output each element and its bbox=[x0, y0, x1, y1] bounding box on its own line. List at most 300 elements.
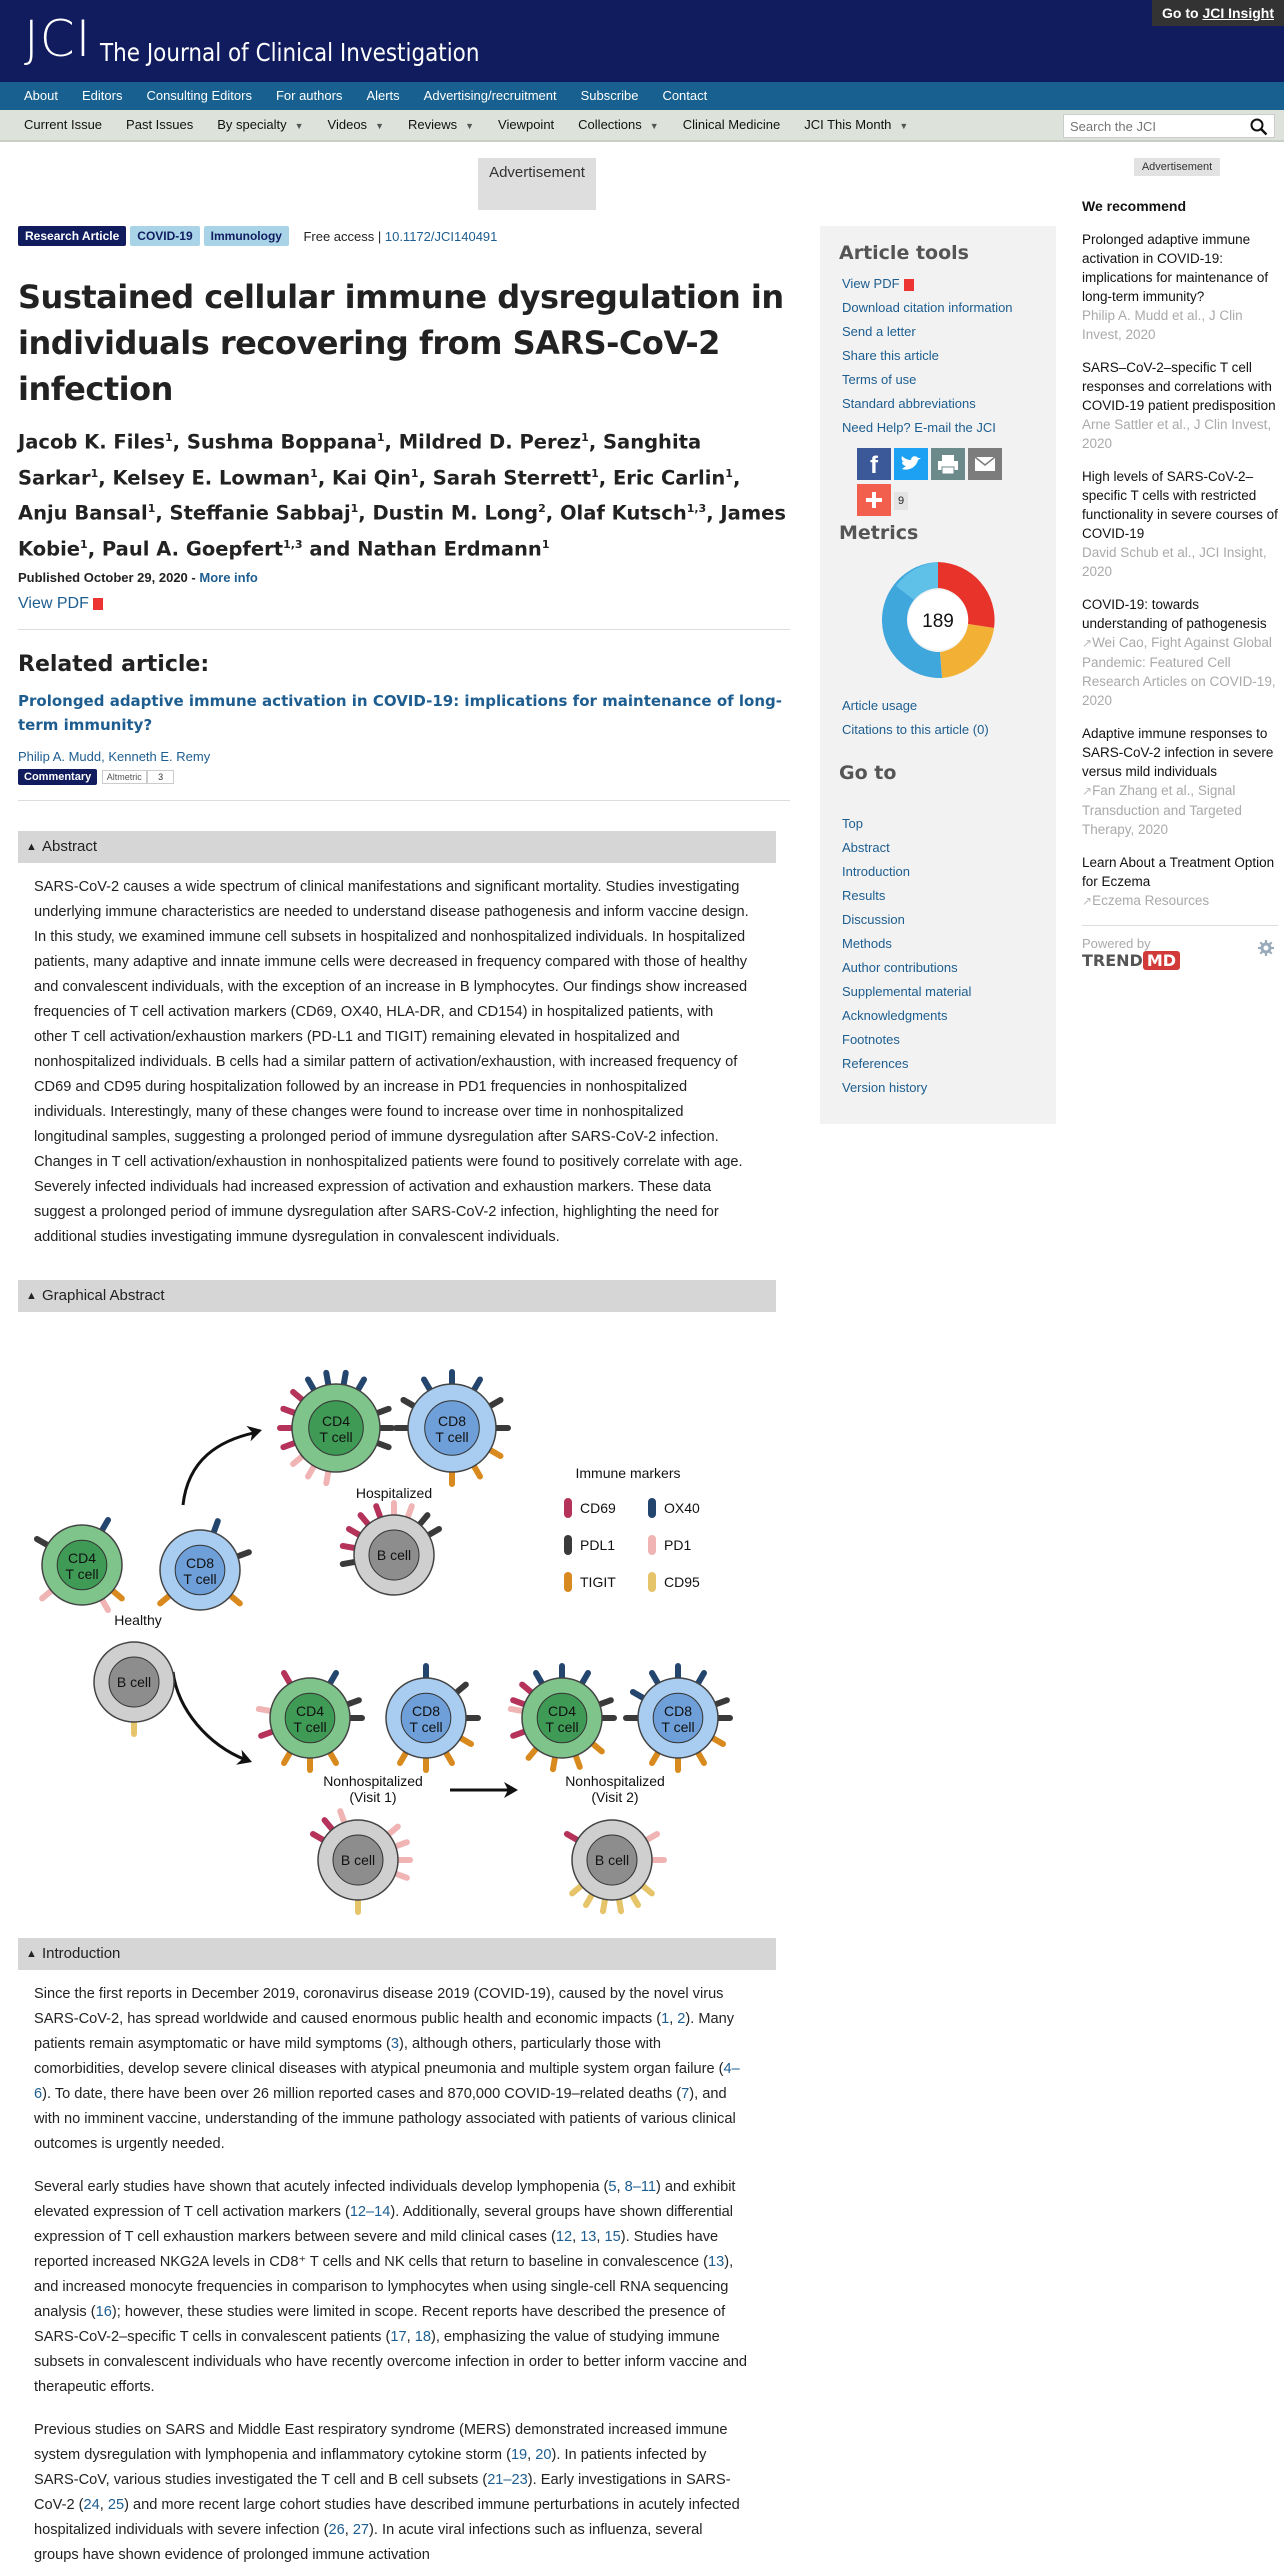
recommendation-item[interactable] bbox=[1082, 358, 1278, 453]
marker-receptor-pd1 bbox=[293, 1456, 303, 1464]
author-name[interactable]: Sushma Boppana bbox=[186, 430, 377, 454]
marker-receptor-tigit bbox=[446, 1752, 453, 1763]
nav-menu-collections[interactable] bbox=[578, 110, 659, 141]
search-input[interactable] bbox=[1064, 115, 1234, 137]
goto-link-acknowledgments[interactable]: Acknowledgments bbox=[842, 1008, 948, 1023]
trendmd-logo[interactable]: TREND MD bbox=[1082, 951, 1278, 970]
author-name[interactable]: Dustin M. Long bbox=[372, 501, 539, 525]
marker-receptor-cd69 bbox=[325, 1820, 333, 1830]
text-run: Since the first reports in December 2019, coronavirus disease 2019 (COVID-19), caused by the novel virus SARS-CoV-2, has spread worldwide and caused enormous public health and economic impacts ( bbox=[34, 1986, 724, 2027]
figure-label: (Visit 1) bbox=[349, 1789, 397, 1805]
external-link-icon: ↗ bbox=[1082, 636, 1093, 650]
article-tools-list bbox=[820, 272, 1056, 440]
marker-receptor-cd69 bbox=[293, 1392, 303, 1400]
marker-receptor-ox40 bbox=[698, 1673, 705, 1684]
figure-label: T cell bbox=[409, 1719, 443, 1735]
goto-link-top[interactable]: Top bbox=[842, 816, 863, 831]
tool-label: Need Help? E-mail the JCI bbox=[842, 420, 996, 435]
marker-receptor-tigit bbox=[230, 1595, 240, 1603]
legend-label-tigit: TIGIT bbox=[580, 1574, 616, 1590]
divider bbox=[18, 629, 790, 630]
marker-receptor-ox40 bbox=[343, 1373, 345, 1386]
author-name[interactable]: Kelsey E. Lowman bbox=[112, 466, 311, 489]
marker-receptor-pd1 bbox=[395, 1842, 407, 1846]
twitter-share-button[interactable] bbox=[894, 448, 928, 480]
marker-receptor-tigit bbox=[160, 1595, 170, 1603]
text-run: , bbox=[344, 2522, 353, 2538]
text-run: , bbox=[572, 2229, 581, 2245]
nav-link-contact[interactable]: Contact bbox=[662, 88, 708, 103]
reference-link[interactable]: 12 bbox=[555, 2229, 573, 2245]
badge-research-article[interactable]: Research Article bbox=[18, 226, 126, 246]
related-article-authors[interactable]: Philip A. Mudd, Kenneth E. Remy bbox=[18, 749, 211, 764]
reference-link[interactable]: 15 bbox=[604, 2229, 621, 2245]
more-info-link[interactable]: More info bbox=[199, 570, 258, 585]
reference-link[interactable]: 8–11 bbox=[624, 2179, 656, 2195]
nav-menu-current-issue[interactable] bbox=[24, 110, 102, 140]
marker-receptor-tigit bbox=[284, 1752, 291, 1763]
author-affiliation: 1,3 bbox=[686, 502, 707, 515]
legend-label-cd95: CD95 bbox=[664, 1574, 700, 1590]
tool-label: Send a letter bbox=[842, 324, 916, 339]
gear-icon[interactable] bbox=[1258, 940, 1274, 956]
figure-label: CD8 bbox=[437, 1413, 467, 1429]
tool-link-share-this-article[interactable] bbox=[842, 344, 1056, 368]
pdf-icon bbox=[93, 598, 103, 610]
marker-receptor-pd1 bbox=[326, 1470, 328, 1483]
recommendation-title[interactable]: Learn About a Treatment Option for Eczema bbox=[1082, 855, 1275, 889]
abstract-text: SARS-CoV-2 causes a wide spectrum of clinical manifestations and significant mortality. Studies investigating underlying immune characteristics are needed to understand disease pathogenesis and inform vaccine design. In this study, we examined immune cell subsets in hospitalized and nonhospitalized individuals. In hospitalized patients, many adaptive and innate immune cells were decreased in frequency compared with those of healthy and convalescent individuals, with the exception of an increase in B lymphocytes. Our findings show increased frequencies of T cell activation markers (CD69, OX40, HLA-DR, and CD154) in hospitalized patients, with other T cell activation/exhaustion markers (PD-L1 and TIGIT) remaining elevated in hospitalized and nonhospitalized individuals. B cells had a similar pattern of activation/exhaustion, with increased frequency of CD69 and CD95 during hospitalization followed by an increase in PD1 frequencies in nonhospitalized individuals. Interestingly, many of these changes were found to increase over time in nonhospitalized longitudinal samples, suggesting a prolonged period of immune dysregulation after SARS-CoV-2 infection. Changes in T cell activation/exhaustion in nonhospitalized patients were found to positively correlate with age. Severely infected individuals had increased expression of activation and exhaustion markers. These data suggest a prolonged period of immune dysregulation after SARS-CoV-2 infection, highlighting the need for additional studies investigating immune dysregulation in convalescent individuals. bbox=[34, 879, 749, 1245]
article-badges bbox=[18, 226, 788, 250]
legend-label-cd69: CD69 bbox=[580, 1500, 616, 1516]
marker-receptor-cd95 bbox=[642, 1885, 652, 1893]
search-box bbox=[1063, 114, 1275, 138]
related-article-title[interactable]: Prolonged adaptive immune activation in COVID-19: implications for maintenance of long-term immunity? bbox=[18, 692, 782, 734]
author-list: Jacob K. Files$^1$, Sushma Boppana$^1$, Mildred D. Perez$^1$, Sanghita Sarkar$^1$, Kelsey E. Lowman$^1$, Kai Qin$^1$, Sarah Sterrett$^1$, Eric Carlin$^1$, Anju Bansal$^1$, Steffanie Sabbaj$^1$, Dustin M. Long$^2$, Olaf Kutsch$^{1,3}$, James Kobie$^1$, Paul A. Goepfert$^{1,3}$ and Nathan Erdmann$^1$ bbox=[18, 430, 786, 560]
recommendation-source-text: Wei Cao, Fight Against Global Pandemic: Featured Cell Research Articles on COVID-19, 2020 bbox=[1082, 635, 1276, 708]
author-affiliation: 1 bbox=[410, 466, 419, 480]
text-run: ). Many patients remain asymptomatic or have mild symptoms ( bbox=[34, 2011, 735, 2052]
marker-receptor-tigit bbox=[592, 1743, 602, 1751]
reference-link[interactable]: 25 bbox=[107, 2497, 125, 2513]
abstract-section-toggle[interactable]: ▲ Abstract bbox=[18, 831, 776, 863]
text-run: Previous studies on SARS and Middle East respiratory syndrome (MERS) demonstrated increased immune system dysregulation with lymphopenia and inflammatory cytokine storm ( bbox=[34, 2422, 728, 2463]
marker-receptor-ox40 bbox=[358, 1380, 365, 1391]
goto-link-supplemental-material[interactable]: Supplemental material bbox=[842, 984, 972, 999]
goto-jci-insight[interactable]: Go to JCI Insight bbox=[1152, 0, 1284, 26]
external-link-icon: ↗ bbox=[1082, 784, 1093, 798]
figure-label: Nonhospitalized bbox=[565, 1773, 665, 1789]
recommendation-source-text: David Schub et al., JCI Insight, 2020 bbox=[1082, 545, 1267, 579]
marker-receptor-ox40 bbox=[536, 1673, 543, 1684]
nav-link-subscribe[interactable]: Subscribe bbox=[580, 88, 639, 103]
nav-menu-label: Current Issue bbox=[24, 117, 103, 132]
metrics-links bbox=[820, 694, 989, 742]
figure-label: T cell bbox=[435, 1429, 469, 1445]
marker-receptor-pdl1 bbox=[428, 1529, 439, 1536]
author-affiliation: 1,3 bbox=[283, 537, 303, 551]
figure-label: T cell bbox=[65, 1566, 99, 1582]
tool-link-terms-of-use[interactable] bbox=[842, 368, 1056, 392]
marker-receptor-pdl1 bbox=[599, 1700, 611, 1704]
author-name[interactable]: Olaf Kutsch bbox=[559, 501, 687, 525]
nav-menu-videos[interactable] bbox=[328, 110, 384, 141]
author-name[interactable]: Eric Carlin bbox=[612, 466, 726, 489]
introduction-section-toggle[interactable]: ▲ Introduction bbox=[18, 1938, 776, 1970]
text-run: ), emphasizing the value of studying immune subsets in convalescent individuals who have recently overcome infection in order to better inform vaccine and therapeutic efforts. bbox=[34, 2329, 748, 2395]
facebook-share-button[interactable] bbox=[857, 448, 891, 480]
marker-receptor-cd69 bbox=[513, 1731, 525, 1735]
nav-link-for-authors[interactable]: For authors bbox=[275, 88, 343, 103]
recommendation-title[interactable]: COVID-19: towards understanding of pathogenesis bbox=[1082, 597, 1267, 631]
marker-receptor-pd1 bbox=[511, 1709, 524, 1711]
marker-receptor-tigit bbox=[460, 1738, 471, 1745]
advertisement-label: Advertisement bbox=[1134, 158, 1220, 176]
figure-label: Hospitalized bbox=[355, 1485, 433, 1501]
recommendation-item[interactable] bbox=[1082, 724, 1278, 839]
recommendation-title[interactable]: Prolonged adaptive immune activation in COVID-19: implications for maintenance of long-term immunity? bbox=[1082, 232, 1269, 304]
marker-receptor-pdl1 bbox=[489, 1400, 500, 1407]
author-affiliation: 1 bbox=[541, 537, 550, 551]
goto-link-abstract[interactable]: Abstract bbox=[842, 840, 890, 855]
chevron-up-icon: ▲ bbox=[26, 1948, 37, 1960]
reference-link[interactable]: 4–6 bbox=[34, 2061, 740, 2102]
publication-date: Published October 29, 2020 - More info bbox=[18, 570, 258, 585]
reference-link[interactable]: 12–14 bbox=[349, 2204, 391, 2220]
text-run: ), and with no imminent vaccine, understanding of the immune pathology associated with patients of various clinical outcomes is urgently needed. bbox=[34, 2086, 736, 2152]
tool-label: Download citation information bbox=[842, 300, 1013, 315]
intro-paragraph bbox=[34, 2418, 750, 2568]
figure-label: T cell bbox=[293, 1719, 327, 1735]
author-name[interactable]: James Kobie bbox=[18, 501, 786, 560]
intro-paragraph bbox=[34, 2175, 750, 2400]
reference-link[interactable]: 5 bbox=[608, 2179, 617, 2195]
tool-label: Share this article bbox=[842, 348, 939, 363]
nav-link-about[interactable]: About bbox=[24, 88, 58, 103]
recommendations-list bbox=[1082, 230, 1278, 911]
nav-menu-reviews[interactable] bbox=[408, 110, 474, 141]
author-name[interactable]: Nathan Erdmann bbox=[357, 537, 542, 560]
marker-receptor-pdl1 bbox=[404, 1400, 415, 1407]
marker-receptor-ox40 bbox=[102, 1520, 109, 1531]
reference-link[interactable]: 3 bbox=[390, 2036, 399, 2052]
legend-swatch-cd95 bbox=[648, 1572, 656, 1592]
marker-receptor-pd1 bbox=[388, 1827, 398, 1835]
legend-swatch-ox40 bbox=[648, 1498, 656, 1518]
facebook-icon bbox=[857, 448, 891, 480]
legend-swatch-pdl1 bbox=[564, 1535, 572, 1555]
goto-list bbox=[820, 812, 971, 1100]
marker-receptor-cd69 bbox=[349, 1529, 360, 1536]
marker-receptor-ox40 bbox=[330, 1673, 337, 1684]
marker-receptor-cd69 bbox=[361, 1515, 369, 1525]
marker-receptor-ox40 bbox=[213, 1521, 217, 1533]
recommendation-item[interactable] bbox=[1082, 230, 1278, 344]
nav-menu-label: Past Issues bbox=[126, 117, 194, 132]
author-affiliation: 1 bbox=[591, 466, 599, 480]
author-name[interactable]: Sarah Sterrett bbox=[432, 466, 592, 489]
goto-link-references[interactable]: References bbox=[842, 1056, 909, 1071]
reference-link[interactable]: 20 bbox=[535, 2447, 552, 2463]
legend-title: Immune markers bbox=[575, 1465, 681, 1481]
related-article-meta bbox=[18, 768, 788, 786]
recommendation-item[interactable] bbox=[1082, 853, 1278, 911]
figure-label: Healthy bbox=[114, 1612, 162, 1628]
metrics-heading: Metrics bbox=[839, 522, 919, 544]
recommendations-heading: We recommend bbox=[1082, 198, 1186, 214]
chevron-down-icon: ▼ bbox=[649, 121, 659, 131]
advertisement-banner[interactable]: Advertisement bbox=[478, 158, 596, 210]
nav-menu-jci-this-month[interactable] bbox=[804, 110, 908, 141]
pdf-icon bbox=[904, 279, 914, 291]
tool-link-download-citation-information[interactable] bbox=[842, 296, 1056, 320]
goto-link-author-contributions[interactable]: Author contributions bbox=[842, 960, 958, 975]
goto-link-introduction[interactable]: Introduction bbox=[842, 864, 910, 879]
marker-receptor-pdl1 bbox=[376, 1443, 388, 1447]
share-count: 9 bbox=[894, 492, 908, 510]
author-affiliation: 1 bbox=[376, 431, 385, 444]
view-pdf-link[interactable]: View PDF bbox=[18, 595, 788, 613]
nav-menu-clinical-medicine[interactable] bbox=[683, 110, 781, 140]
marker-receptor-cd69 bbox=[343, 1546, 356, 1548]
nav-link-advertising-recruitment[interactable]: Advertising/recruitment bbox=[423, 88, 557, 103]
marker-receptor-ox40 bbox=[424, 1380, 431, 1391]
marker-receptor-pdl1 bbox=[343, 1562, 356, 1564]
figure-label: B cell bbox=[594, 1852, 630, 1868]
nav-link-editors[interactable]: Editors bbox=[81, 88, 123, 103]
author-affiliation: 1 bbox=[80, 537, 88, 551]
reference-link[interactable]: 13 bbox=[580, 2229, 597, 2245]
reference-link[interactable]: 1 bbox=[661, 2011, 670, 2027]
tool-label: Terms of use bbox=[842, 372, 917, 387]
text-run: ), and increased monocyte frequencies in comparison to lymphocytes when using single-cell RNA sequencing analysis ( bbox=[34, 2254, 734, 2320]
nav-menu-past-issues[interactable] bbox=[126, 110, 193, 140]
marker-receptor-ox40 bbox=[308, 1380, 315, 1391]
nav-menu-label: Videos bbox=[327, 117, 368, 132]
author-name[interactable]: Paul A. Goepfert bbox=[101, 537, 284, 560]
powered-by-label: Powered by bbox=[1082, 936, 1151, 951]
marker-receptor-pd1 bbox=[407, 1506, 411, 1518]
marker-receptor-tigit bbox=[553, 1756, 555, 1769]
legend-label-pd1: PD1 bbox=[664, 1537, 692, 1553]
tool-link-view-pdf[interactable] bbox=[842, 272, 1056, 296]
reference-link[interactable]: 27 bbox=[352, 2522, 370, 2538]
chevron-down-icon: ▼ bbox=[375, 121, 384, 131]
goto-link-footnotes[interactable]: Footnotes bbox=[842, 1032, 900, 1047]
text-run: ) and more recent large cohort studies have described immune perturbations in acutely infected hospitalized individuals with severe infection ( bbox=[34, 2497, 740, 2538]
marker-receptor-cd69 bbox=[567, 1834, 578, 1841]
figure-label: B cell bbox=[340, 1852, 376, 1868]
reference-link[interactable]: 21–23 bbox=[487, 2472, 528, 2488]
marker-receptor-pdl1 bbox=[347, 1700, 359, 1704]
marker-receptor-pdl1 bbox=[37, 1539, 48, 1546]
twitter-icon bbox=[894, 448, 928, 480]
marker-receptor-pdl1 bbox=[237, 1552, 249, 1556]
primary-nav bbox=[0, 82, 1284, 110]
nav-menu-label: Collections bbox=[578, 117, 642, 132]
tool-link-standard-abbreviations[interactable] bbox=[842, 392, 1056, 416]
author-name[interactable]: Anju Bansal bbox=[18, 501, 148, 525]
author-name[interactable]: Sanghita Sarkar bbox=[18, 430, 702, 489]
figure-label: CD4 bbox=[295, 1703, 325, 1719]
plus-icon bbox=[857, 484, 891, 516]
text-run: , bbox=[406, 2329, 415, 2345]
recommendation-title[interactable]: SARS–CoV-2–specific T cell responses and correlations with COVID-19 patient predisposition bbox=[1082, 360, 1276, 413]
metrics-link[interactable]: Citations to this article (0) bbox=[842, 722, 989, 737]
recommendations-panel bbox=[1082, 198, 1278, 980]
marker-receptor-cd69 bbox=[513, 1700, 525, 1704]
marker-receptor-tigit bbox=[529, 1748, 537, 1758]
figure-label: B cell bbox=[376, 1547, 412, 1563]
chevron-up-icon: ▲ bbox=[26, 1290, 37, 1302]
nav-menu-by-specialty[interactable] bbox=[217, 110, 303, 141]
text-run: , bbox=[596, 2229, 605, 2245]
reference-link[interactable]: 17 bbox=[390, 2329, 407, 2345]
reference-link[interactable]: 13 bbox=[707, 2254, 725, 2270]
text-run: ). Studies have reported increased NKG2A levels in CD8⁺ T cells and NK cells that return to baseline in convalescence ( bbox=[34, 2229, 719, 2270]
recommendation-source-text: Philip A. Mudd et al., J Clin Invest, 2020 bbox=[1082, 308, 1243, 342]
doi-link[interactable]: 10.1172/JCI140491 bbox=[384, 228, 498, 244]
text-run: ). In patients infected by SARS-CoV, various studies investigated the T cell and B cell subsets ( bbox=[34, 2447, 707, 2488]
marker-receptor-pdl1 bbox=[376, 1409, 388, 1413]
author-name[interactable]: Steffanie Sabbaj bbox=[169, 501, 351, 525]
share-more bbox=[857, 484, 908, 516]
recommendation-source bbox=[1082, 781, 1278, 839]
article-title: Sustained cellular immune dysregulation in individuals recovering from SARS-CoV-2 infection bbox=[18, 278, 784, 408]
commentary-badge[interactable]: Commentary bbox=[18, 769, 97, 785]
arrow-to-nonhospitalized bbox=[173, 1672, 246, 1760]
reference-link[interactable]: 18 bbox=[414, 2329, 431, 2345]
reference-link[interactable]: 7 bbox=[681, 2086, 690, 2102]
badge-covid19[interactable]: COVID-19 bbox=[130, 226, 199, 246]
metrics-link[interactable]: Article usage bbox=[842, 698, 918, 713]
jci-logo[interactable]: JCI bbox=[24, 10, 92, 68]
marker-receptor-cd69 bbox=[313, 1834, 324, 1841]
text-run: ). Additionally, several groups have shown differential expression of T cell exhaustion markers between severe and mild clinical cases ( bbox=[34, 2204, 734, 2245]
marker-receptor-cd69 bbox=[261, 1731, 273, 1735]
goto-link-discussion[interactable]: Discussion bbox=[842, 912, 905, 927]
introduction-section bbox=[18, 1938, 788, 2568]
figure-label: T cell bbox=[661, 1719, 695, 1735]
share-buttons bbox=[857, 448, 1005, 480]
author-name[interactable]: Jacob K. Files bbox=[18, 430, 165, 454]
chevron-down-icon: ▼ bbox=[899, 121, 909, 131]
legend-swatch-cd69 bbox=[564, 1498, 572, 1518]
author-name[interactable]: Mildred D. Perez bbox=[398, 430, 582, 454]
author-affiliation: 1 bbox=[90, 466, 99, 480]
tool-link-need-help-e-mail-the-jci[interactable] bbox=[842, 416, 1056, 440]
graphical-abstract-section-toggle[interactable]: ▲ Graphical Abstract bbox=[18, 1280, 776, 1312]
recommendation-source-text: Arne Sattler et al., J Clin Invest, 2020 bbox=[1082, 417, 1272, 451]
reference-link[interactable]: 26 bbox=[328, 2522, 345, 2538]
marker-receptor-pdl1 bbox=[456, 1685, 466, 1693]
goto-link-methods[interactable]: Methods bbox=[842, 936, 892, 951]
chevron-down-icon: ▼ bbox=[294, 121, 304, 131]
marker-receptor-pd1 bbox=[42, 1590, 52, 1598]
recommendation-source bbox=[1082, 633, 1278, 710]
marker-receptor-pd1 bbox=[308, 1465, 315, 1476]
marker-receptor-cd95 bbox=[619, 1898, 621, 1911]
altmetric-badge[interactable]: Altmetric bbox=[102, 770, 147, 784]
reference-link[interactable]: 24 bbox=[83, 2497, 100, 2513]
tool-link-send-a-letter[interactable] bbox=[842, 320, 1056, 344]
recommendation-title[interactable]: Adaptive immune responses to SARS-CoV-2 infection in severe versus mild individuals bbox=[1082, 726, 1274, 779]
search-icon[interactable] bbox=[1250, 118, 1268, 136]
reference-link[interactable]: 16 bbox=[95, 2304, 112, 2320]
figure-label: (Visit 2) bbox=[591, 1789, 639, 1805]
goto-heading: Go to bbox=[839, 762, 897, 784]
marker-receptor-pdl1 bbox=[715, 1700, 727, 1704]
figure-label: T cell bbox=[545, 1719, 579, 1735]
nav-link-alerts[interactable]: Alerts bbox=[366, 88, 400, 103]
marker-receptor-pd1 bbox=[340, 1811, 344, 1823]
badge-immunology[interactable]: Immunology bbox=[204, 226, 289, 246]
figure-label: CD8 bbox=[663, 1703, 693, 1719]
intro-paragraph bbox=[34, 1982, 750, 2157]
nav-link-consulting-editors[interactable]: Consulting Editors bbox=[146, 88, 252, 103]
figure-label: T cell bbox=[183, 1571, 217, 1587]
article-main bbox=[18, 226, 788, 1312]
marker-receptor-ox40 bbox=[582, 1673, 589, 1684]
author-affiliation: 1 bbox=[350, 502, 359, 515]
recommendation-source-text: Eczema Resources bbox=[1092, 893, 1210, 908]
journal-name[interactable]: The Journal of Clinical Investigation bbox=[100, 38, 480, 67]
goto-link-version-history[interactable]: Version history bbox=[842, 1080, 928, 1095]
jci-insight-link[interactable]: JCI Insight bbox=[1202, 5, 1274, 21]
email-share-button[interactable] bbox=[968, 448, 1002, 480]
altmetric-count[interactable]: 3 bbox=[147, 770, 174, 784]
access-info: Free access | 10.1172/JCI140491 bbox=[303, 228, 498, 244]
legend-label-pdl1: PDL1 bbox=[580, 1537, 616, 1553]
nav-menu-label: JCI This Month bbox=[804, 117, 892, 132]
marker-receptor-tigit bbox=[112, 1590, 122, 1598]
svg-text:f: f bbox=[870, 452, 878, 479]
text-run: Several early studies have shown that acutely infected individuals develop lymphopenia ( bbox=[34, 2179, 609, 2195]
reference-link[interactable]: 19 bbox=[510, 2447, 528, 2463]
text-run: ). In acute viral infections such as influenza, several groups have shown evidence of prolonged immune activation bbox=[34, 2522, 703, 2563]
recommendation-item[interactable] bbox=[1082, 467, 1278, 581]
marker-receptor-cd69 bbox=[283, 1409, 295, 1413]
graphical-abstract-figure[interactable] bbox=[18, 1360, 778, 1920]
author-affiliation: 1 bbox=[147, 502, 156, 515]
goto-link-results[interactable]: Results bbox=[842, 888, 886, 903]
chevron-down-icon: ▼ bbox=[465, 121, 475, 131]
figure-label: CD8 bbox=[185, 1555, 215, 1571]
tool-label: View PDF bbox=[842, 276, 900, 291]
nav-menu-viewpoint[interactable] bbox=[498, 110, 554, 140]
author-affiliation: 1 bbox=[725, 466, 733, 480]
arrow-head bbox=[246, 1422, 264, 1441]
related-article-heading: Related article: bbox=[18, 652, 210, 677]
altmetric-score: 189 bbox=[922, 611, 954, 632]
author-name[interactable]: Kai Qin bbox=[332, 466, 411, 489]
site-header bbox=[0, 0, 1284, 82]
recommendation-title[interactable]: High levels of SARS-CoV-2–specific T cells with restricted functionality in severe courses of COVID-19 bbox=[1082, 469, 1278, 541]
marker-receptor-cd69 bbox=[376, 1506, 380, 1518]
text-run: , bbox=[669, 2011, 678, 2027]
marker-receptor-cd95 bbox=[572, 1885, 582, 1893]
external-link-icon: ↗ bbox=[1082, 894, 1093, 908]
text-run: ); however, these studies were limited in scope. Recent reports have described the presence of SARS-CoV-2–specific T cells in convalescent patients ( bbox=[34, 2304, 726, 2345]
more-share-button[interactable] bbox=[857, 484, 891, 516]
print-button[interactable] bbox=[931, 448, 965, 480]
arrow-to-hospitalized bbox=[183, 1432, 258, 1505]
recommendation-item[interactable] bbox=[1082, 595, 1278, 710]
marker-receptor-ox40 bbox=[652, 1673, 659, 1684]
altmetric-donut[interactable] bbox=[876, 558, 1000, 682]
reference-link[interactable]: 2 bbox=[677, 2011, 686, 2027]
divider bbox=[18, 800, 790, 801]
